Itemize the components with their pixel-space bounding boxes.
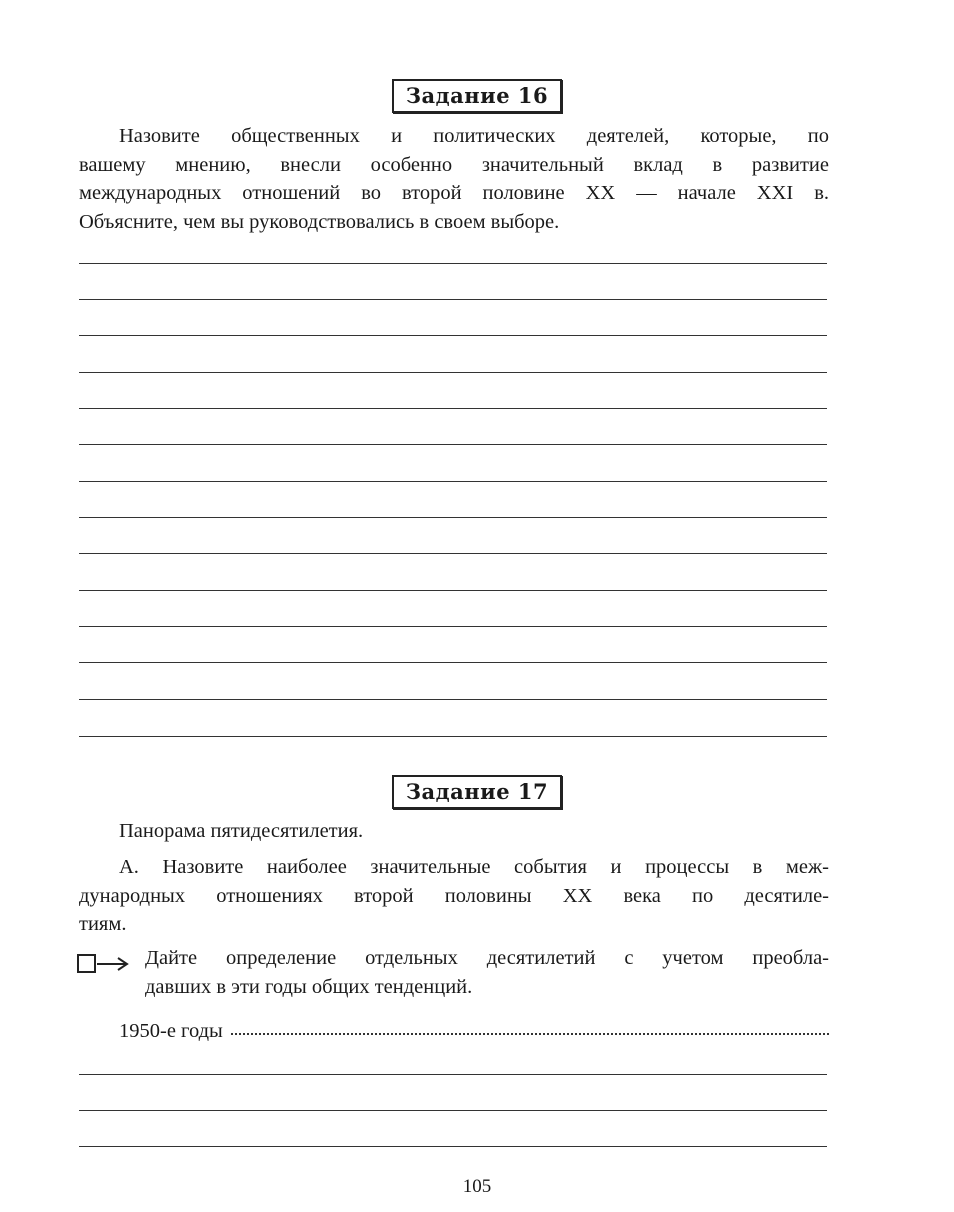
answer-line[interactable] — [79, 553, 827, 554]
answer-line[interactable] — [79, 408, 827, 409]
answer-line[interactable] — [79, 1110, 827, 1111]
tip-line: Дайте определение отдельных десятилетий с учетом преобла- — [145, 947, 829, 969]
task-17-title: Задание 17 — [392, 775, 562, 809]
task-16-line: Назовите общественных и политических деятелей, которые, по — [119, 125, 829, 147]
task-16-line: Объясните, чем вы руководствовались в своем выборе. — [79, 210, 560, 233]
answer-line[interactable] — [79, 444, 827, 445]
answer-line[interactable] — [79, 736, 827, 737]
answer-line[interactable] — [79, 662, 827, 663]
answer-line[interactable] — [79, 1074, 827, 1075]
dotted-answer-line[interactable] — [231, 1033, 829, 1035]
answer-line[interactable] — [79, 699, 827, 700]
answer-line[interactable] — [79, 372, 827, 373]
answer-line[interactable] — [79, 299, 827, 300]
decade-1950s-field[interactable] — [119, 1020, 829, 1050]
part-a-line: тиям. — [79, 913, 127, 936]
task-16-question — [79, 122, 829, 236]
task-17-intro: Панорама пятидесятилетия. — [119, 820, 364, 842]
answer-line[interactable] — [79, 626, 827, 627]
answer-line[interactable] — [79, 1146, 827, 1147]
answer-line[interactable] — [79, 481, 827, 482]
tip-line: давших в эти годы общих тенденций. — [145, 975, 473, 998]
part-a-line: дународных отношениях второй половины XX века по десятиле- — [79, 884, 829, 907]
part-a-line: А. Назовите наиболее значительные события и процессы в меж- — [119, 856, 829, 878]
task-17-tip — [145, 944, 829, 1001]
answer-line[interactable] — [79, 335, 827, 336]
answer-line[interactable] — [79, 590, 827, 591]
task-17-header — [0, 775, 954, 809]
task-17-part-a — [79, 853, 829, 939]
task-16-header — [0, 79, 954, 113]
answer-line[interactable] — [79, 517, 827, 518]
task-16-title: Задание 16 — [392, 79, 562, 113]
decade-1950s-label: 1950-е годы — [119, 1020, 223, 1042]
box-arrow-icon — [77, 953, 131, 975]
answer-line[interactable] — [79, 263, 827, 264]
page-number: 105 — [462, 1176, 492, 1197]
task-16-line: международных отношений во второй половине XX — начале XXI в. — [79, 182, 829, 205]
task-16-line: вашему мнению, внесли особенно значительный вклад в развитие — [79, 153, 829, 176]
